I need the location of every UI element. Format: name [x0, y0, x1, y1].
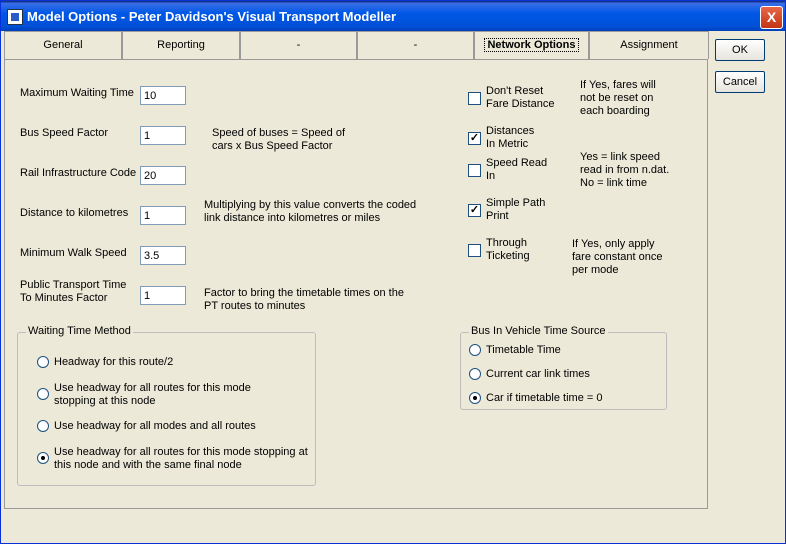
max-waiting-time-input[interactable] — [140, 86, 186, 105]
pt-time-note: Factor to bring the timetable times on the PT routes to minutes — [204, 287, 404, 312]
bus-speed-note: Speed of buses = Speed of cars x Bus Speed Factor — [212, 127, 346, 152]
field-label-rail-code: Rail Infrastructure Code — [20, 167, 137, 179]
tab-assignment[interactable]: Assignment — [589, 31, 709, 59]
field-label-pt-time: Public Transport Time To Minutes Factor — [20, 279, 127, 304]
through-ticketing-checkbox[interactable] — [468, 244, 481, 257]
field-label-walk-speed: Minimum Walk Speed — [20, 247, 127, 259]
tab-network-options[interactable]: Network Options — [474, 31, 589, 59]
title-bar[interactable] — [1, 1, 785, 31]
speed-read-in-checkbox[interactable] — [468, 164, 481, 177]
tab-reporting[interactable]: Reporting — [122, 31, 240, 59]
bus-source-label-timetable: Timetable Time — [486, 344, 561, 356]
check-mark-icon: ✓ — [469, 132, 480, 144]
bus-time-source-title: Bus In Vehicle Time Source — [471, 325, 606, 337]
close-button[interactable]: X — [760, 6, 783, 29]
window-title: Model Options - Peter Davidson's Visual Transport Modeller — [27, 9, 397, 24]
dont-reset-fare-note: If Yes, fares will not be reset on each boarding — [580, 79, 656, 117]
through-ticketing-note: If Yes, only apply fare constant once per mode — [572, 238, 663, 276]
waiting-option-label-1: Headway for this route/2 — [54, 356, 174, 368]
waiting-time-method-title: Waiting Time Method — [28, 325, 131, 337]
tab-blank-2[interactable]: - — [357, 31, 474, 59]
bus-source-radio-timetable[interactable] — [469, 344, 481, 356]
waiting-option-label-3: Use headway for all modes and all routes — [54, 420, 256, 432]
waiting-option-label-2: Use headway for all routes for this mode stopping at this node — [54, 382, 251, 407]
tab-general[interactable]: General — [4, 31, 122, 59]
simple-path-print-checkbox[interactable] — [468, 204, 481, 217]
check-mark-icon: ✓ — [469, 204, 480, 216]
bus-speed-factor-input[interactable] — [140, 126, 186, 145]
distances-metric-checkbox[interactable] — [468, 132, 481, 145]
field-label-distance: Distance to kilometres — [20, 207, 129, 219]
ok-button[interactable]: OK — [715, 39, 765, 61]
waiting-option-radio-2[interactable] — [37, 388, 49, 400]
app-icon — [7, 9, 23, 25]
simple-path-print-label: Simple Path Print — [486, 197, 546, 222]
waiting-option-radio-3[interactable] — [37, 420, 49, 432]
through-ticketing-label: Through Ticketing — [486, 237, 530, 262]
field-label-bus-speed: Bus Speed Factor — [20, 127, 109, 139]
distance-note: Multiplying by this value converts the coded link distance into kilometres or miles — [204, 199, 417, 224]
rail-infrastructure-code-input[interactable] — [140, 166, 186, 185]
bus-source-radio-car-if-zero[interactable] — [469, 392, 481, 404]
distances-metric-label: Distances In Metric — [486, 125, 535, 150]
dont-reset-fare-checkbox[interactable] — [468, 92, 481, 105]
distance-to-km-input[interactable] — [140, 206, 186, 225]
speed-read-in-label: Speed Read In — [486, 157, 548, 182]
cancel-button[interactable]: Cancel — [715, 71, 765, 93]
field-label-max-wait: Maximum Waiting Time — [20, 87, 134, 99]
dont-reset-fare-label: Don't Reset Fare Distance — [486, 85, 555, 110]
bus-source-label-car-link: Current car link times — [486, 368, 590, 380]
waiting-option-label-4: Use headway for all routes for this mode stopping at this node and with the same final node — [54, 446, 308, 471]
speed-read-in-note: Yes = link speed read in from n.dat. No = link time — [580, 151, 670, 189]
waiting-option-radio-1[interactable] — [37, 356, 49, 368]
tab-blank-1[interactable]: - — [240, 31, 357, 59]
waiting-option-radio-4[interactable] — [37, 452, 49, 464]
bus-source-radio-car-link[interactable] — [469, 368, 481, 380]
pt-time-factor-input[interactable] — [140, 286, 186, 305]
min-walk-speed-input[interactable] — [140, 246, 186, 265]
bus-source-label-car-if-zero: Car if timetable time = 0 — [486, 392, 603, 404]
